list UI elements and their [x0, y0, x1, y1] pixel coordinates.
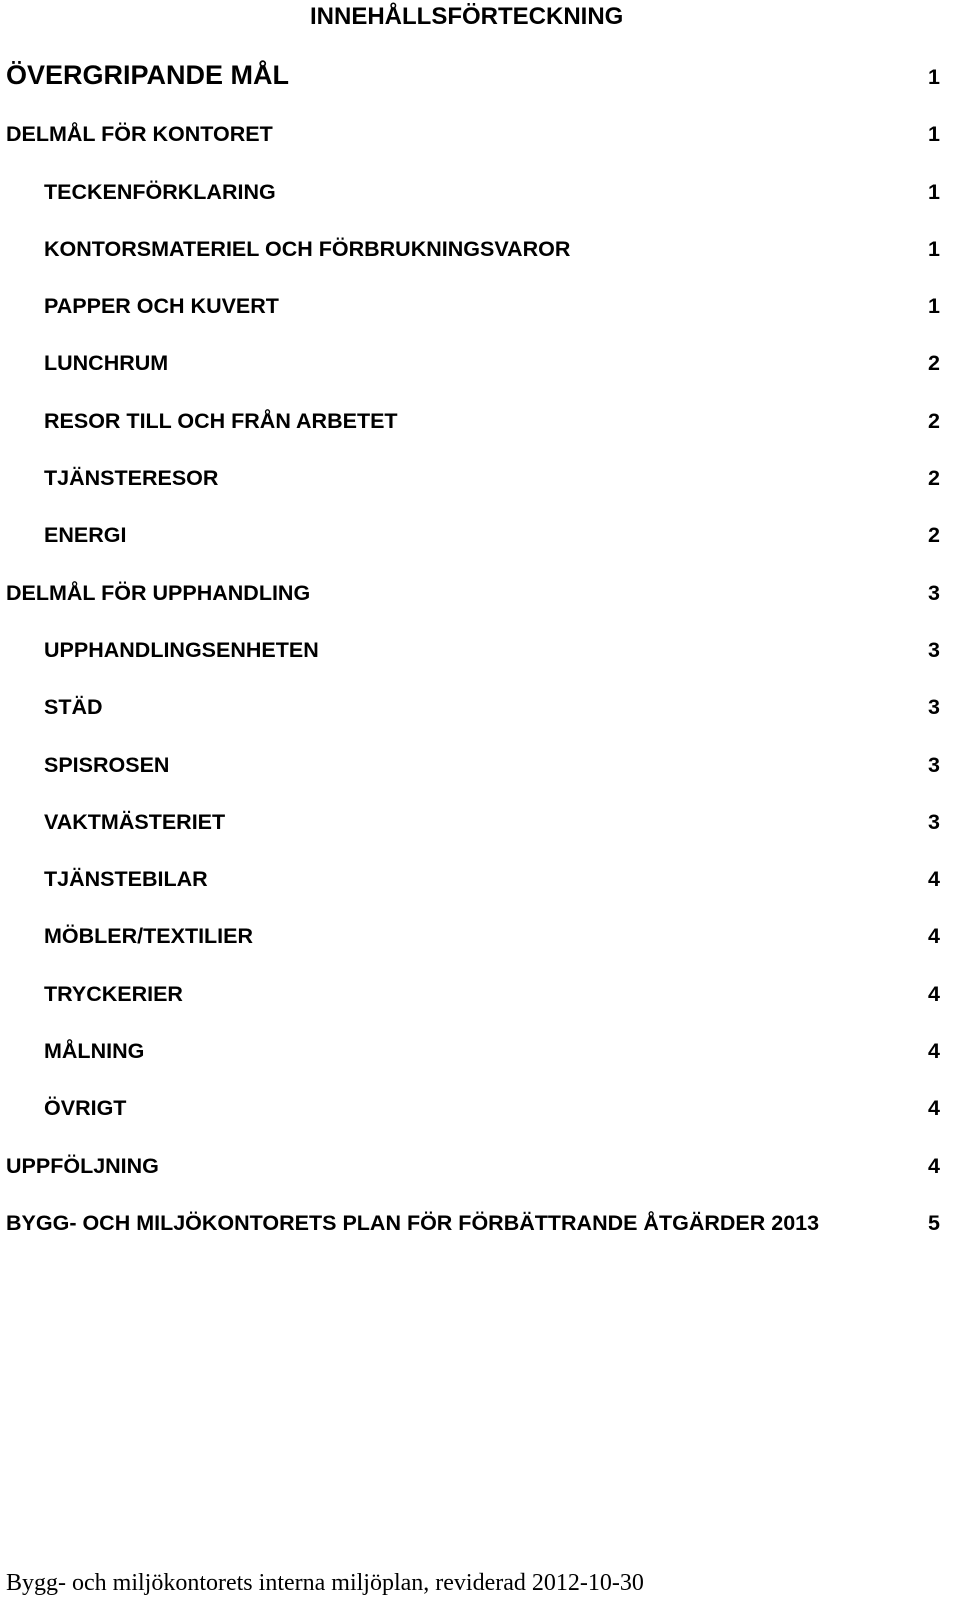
toc-entry-title: MÖBLER/TEXTILIER [44, 924, 254, 949]
toc-entry-title: MÅLNING [44, 1039, 145, 1064]
toc-entry[interactable] [0, 911, 960, 968]
toc-entry-title: ÖVERGRIPANDE MÅL [6, 60, 290, 90]
toc-entry-title: PAPPER OCH KUVERT [44, 294, 279, 319]
toc-entry-title: TRYCKERIER [44, 981, 183, 1006]
toc-entry-title: RESOR TILL OCH FRÅN ARBETET [44, 408, 398, 433]
toc-entry-page-number: 2 [928, 351, 940, 376]
toc-entry-title: LUNCHRUM [44, 351, 169, 376]
toc-entry-title: TECKENFÖRKLARING [44, 179, 276, 204]
toc-entry-page-number: 4 [928, 1039, 940, 1064]
toc-entry[interactable] [0, 969, 960, 1026]
toc-entry[interactable] [0, 396, 960, 453]
toc-entry-title: UPPFÖLJNING [6, 1153, 159, 1178]
toc-entry[interactable] [0, 167, 960, 224]
toc-entry-title: TJÄNSTEBILAR [44, 867, 208, 892]
toc-entry-title: DELMÅL FÖR UPPHANDLING [6, 580, 311, 605]
toc-entry-title: SPISROSEN [44, 752, 170, 777]
toc-entry-title: TJÄNSTERESOR [44, 466, 219, 491]
toc-entry[interactable] [0, 682, 960, 739]
toc-entry-page-number: 1 [928, 294, 940, 319]
toc-entry-page-number: 2 [928, 408, 940, 433]
toc-entry[interactable] [0, 1083, 960, 1140]
toc-list [0, 52, 960, 1255]
toc-entry-page-number: 4 [928, 1096, 940, 1121]
toc-entry-title: ENERGI [44, 523, 127, 548]
toc-entry[interactable] [0, 797, 960, 854]
toc-entry-title: ÖVRIGT [44, 1096, 127, 1121]
toc-entry-title: STÄD [44, 695, 103, 720]
toc-entry[interactable] [0, 568, 960, 625]
toc-entry-title: KONTORSMATERIEL OCH FÖRBRUKNINGSVAROR [44, 236, 571, 261]
toc-entry[interactable] [0, 281, 960, 338]
toc-entry-page-number: 3 [928, 637, 940, 662]
toc-entry[interactable] [0, 625, 960, 682]
page-footer: Bygg- och miljökontorets interna miljöplan, reviderad 2012-10-30 [6, 1570, 644, 1596]
toc-entry-page-number: 3 [928, 695, 940, 720]
toc-entry-page-number: 2 [928, 523, 940, 548]
toc-entry-title: DELMÅL FÖR KONTORET [6, 122, 273, 147]
toc-entry-title: BYGG- OCH MILJÖKONTORETS PLAN FÖR FÖRBÄTTRANDE ÅTGÄRDER 2013 [6, 1210, 820, 1235]
toc-entry-page-number: 1 [928, 236, 940, 261]
toc-title: INNEHÅLLSFÖRTECKNING [310, 3, 624, 30]
toc-entry-page-number: 1 [928, 65, 940, 89]
toc-entry-title: VAKTMÄSTERIET [44, 809, 226, 834]
toc-entry-title: UPPHANDLINGSENHETEN [44, 637, 319, 662]
toc-entry-page-number: 4 [928, 924, 940, 949]
toc-entry[interactable] [0, 109, 960, 166]
toc-entry-page-number: 4 [928, 1153, 940, 1178]
toc-entry-page-number: 1 [928, 179, 940, 204]
toc-entry[interactable] [0, 510, 960, 567]
toc-entry[interactable] [0, 224, 960, 281]
toc-entry[interactable] [0, 1198, 960, 1255]
toc-entry[interactable] [0, 1026, 960, 1083]
toc-entry[interactable] [0, 740, 960, 797]
toc-entry[interactable] [0, 338, 960, 395]
toc-entry-page-number: 2 [928, 466, 940, 491]
toc-entry-page-number: 5 [928, 1210, 940, 1235]
toc-entry[interactable] [0, 453, 960, 510]
toc-entry-page-number: 3 [928, 580, 940, 605]
toc-entry-page-number: 3 [928, 809, 940, 834]
toc-entry-page-number: 4 [928, 981, 940, 1006]
toc-entry[interactable] [0, 1141, 960, 1198]
toc-entry[interactable] [0, 854, 960, 911]
toc-entry[interactable] [0, 52, 960, 109]
toc-entry-page-number: 4 [928, 867, 940, 892]
toc-entry-page-number: 1 [928, 122, 940, 147]
toc-entry-page-number: 3 [928, 752, 940, 777]
